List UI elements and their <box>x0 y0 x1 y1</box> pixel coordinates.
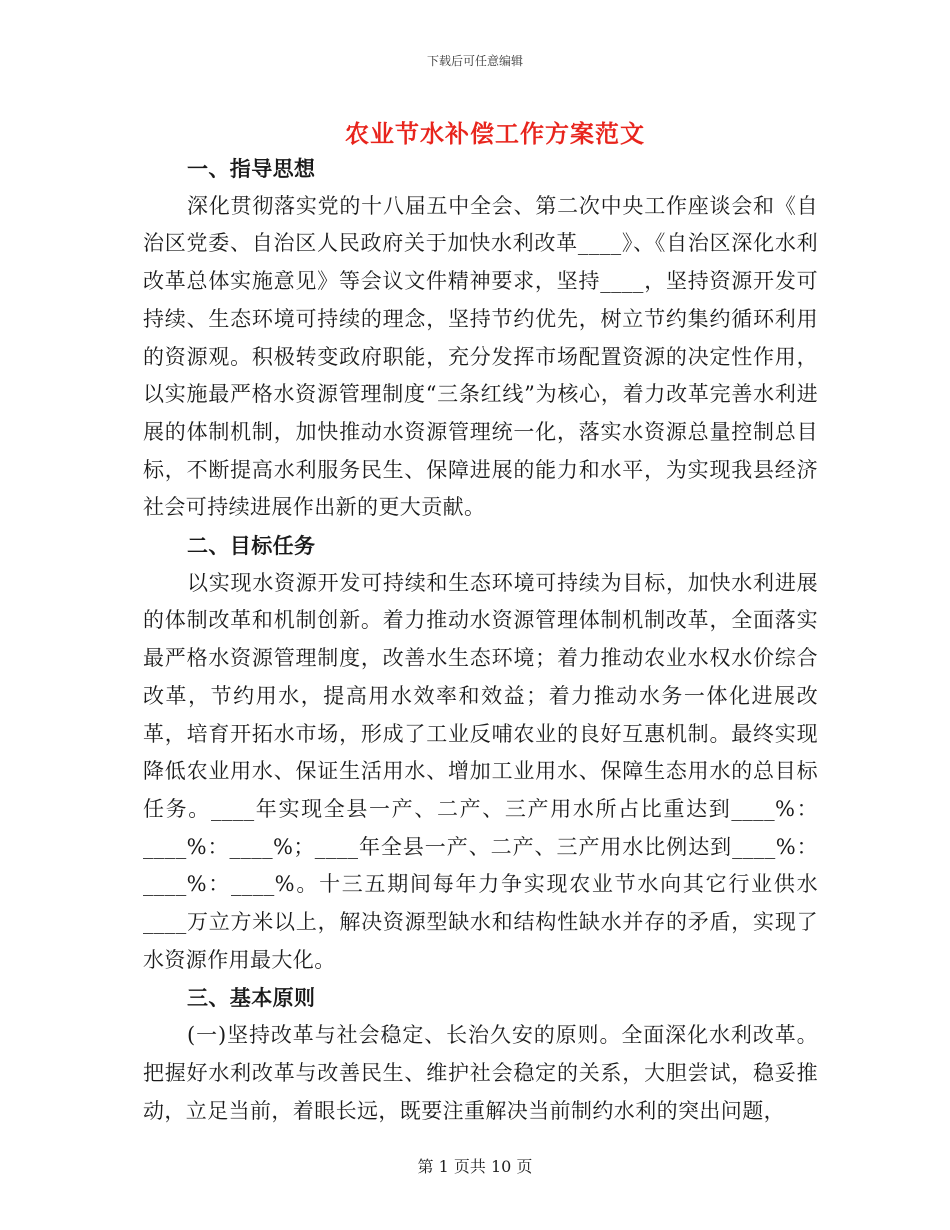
section-heading-basic-principles: 三、基本原则 <box>187 985 316 1011</box>
page-header-note: 下载后可任意编辑 <box>426 54 523 68</box>
document-title: 农业节水补偿工作方案范文 <box>345 119 645 148</box>
section-paragraph-goals-tasks: 以实现水资源开发可持续和生态环境可持续为目标，加快水利进展的体制改革和机制创新。着力推动水资源管理体制机制改革，全面落实最严格水资源管理制度，改善水生态环境；着力推动农业水权水价综合改革，节约用水，提高用水效率和效益；着力推动水务一体化进展改革，培育开拓水市场，形成了工业反哺农业的良好互惠机制。最终实现降低农业用水、保证生活用水、增加工业用水、保障生态用水的总目标任务。____年实现全县一产、二产、三产用水所占比重达到____%：____%：____%；____年全县一产、二产、三产用水比例达到____%：____%：____%。十三五期间每年力争实现农业节水向其它行业供水____万立方米以上，解决资源型缺水和结构性缺水并存的矛盾，实现了水资源作用最大化。 <box>143 570 818 972</box>
document-body <box>143 150 818 1130</box>
section-heading-guiding-ideology: 一、指导思想 <box>187 156 316 181</box>
section-paragraph-guiding-ideology: 深化贯彻落实党的十八届五中全会、第二次中央工作座谈会和《自治区党委、自治区人民政府关于加快水利改革____》、《自治区深化水利改革总体实施意见》等会议文件精神要求，坚持____，坚持资源开发可持续、生态环境可持续的理念，坚持节约优先，树立节约集约循环利用的资源观。积极转变政府职能，充分发挥市场配置资源的决定性作用，以实施最严格水资源管理制度“三条红线”为核心，着力改革完善水利进展的体制机制，加快推动水资源管理统一化，落实水资源总量控制总目标，不断提高水利服务民生、保障进展的能力和水平，为实现我县经济社会可持续进展作出新的更大贡献。 <box>143 193 818 520</box>
section-paragraph-basic-principles: (一)坚持改革与社会稳定、长治久安的原则。全面深化水利改革。把握好水利改革与改善民生、维护社会稳定的关系，大胆尝试，稳妥推动，立足当前，着眼长远，既要注重解决当前制约水利的突出问题， <box>143 1023 818 1123</box>
section-heading-goals-tasks: 二、目标任务 <box>187 533 316 559</box>
page-number: 第 1 页共 10 页 <box>417 1157 533 1176</box>
